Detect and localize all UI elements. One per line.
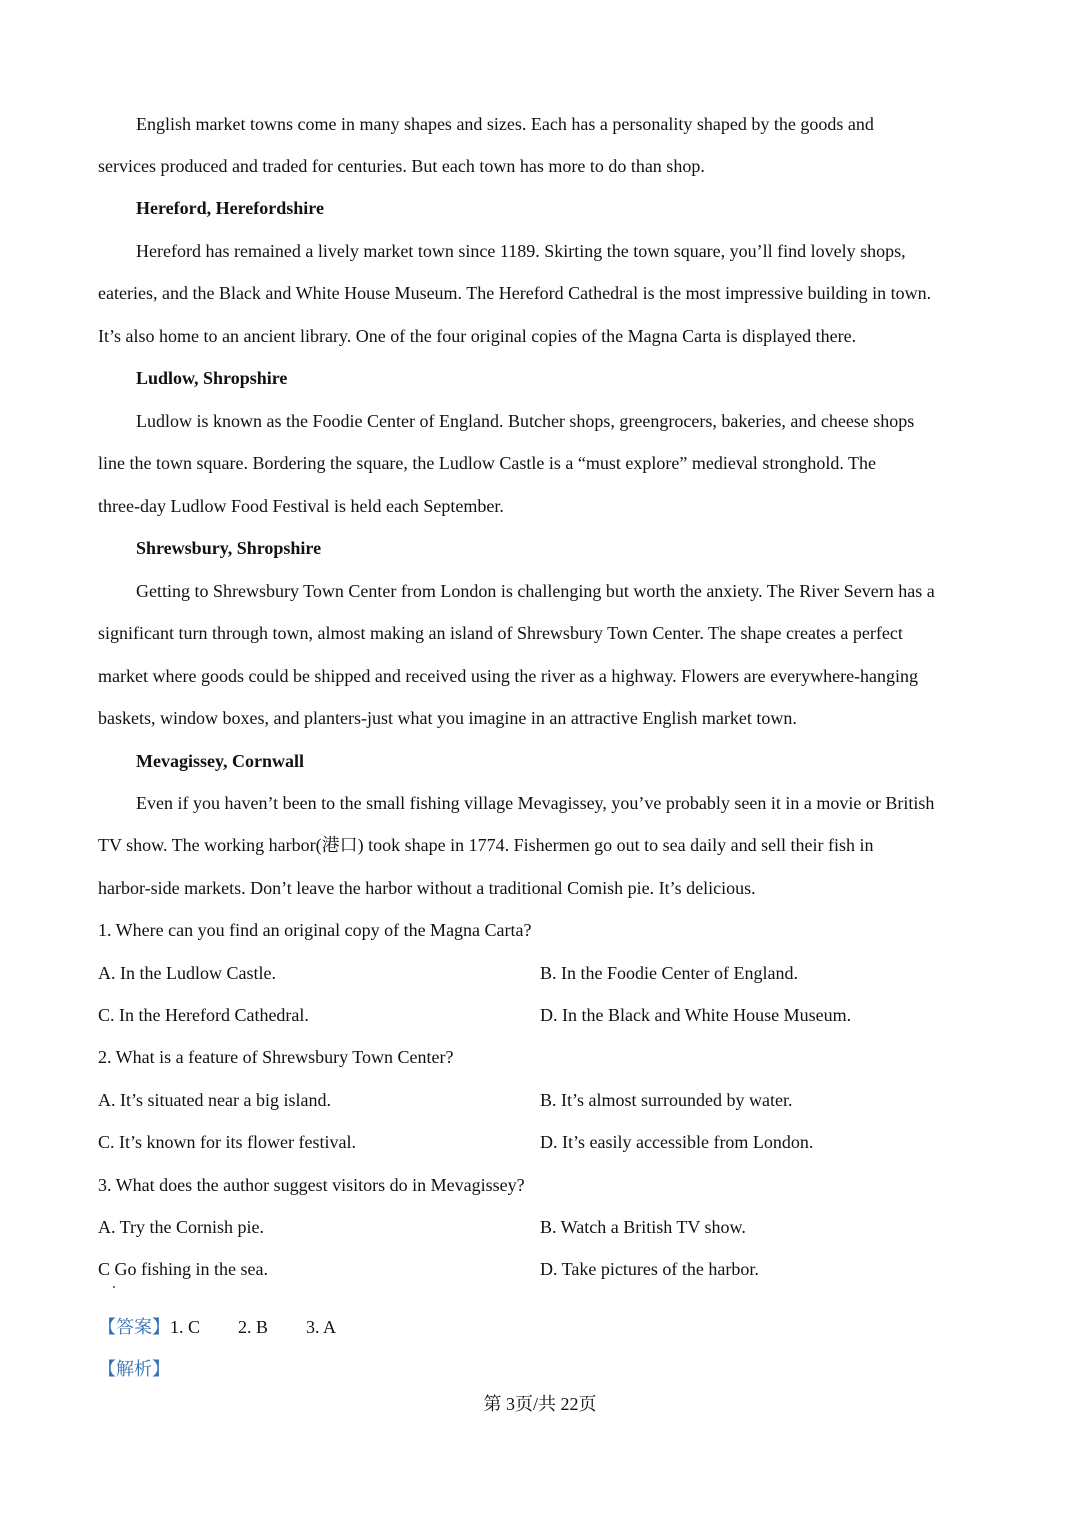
question-2-option-c: C. It’s known for its flower festival.	[98, 1132, 356, 1152]
section-heading-mevagissey: Mevagissey, Cornwall	[136, 751, 304, 771]
page-number: 第 3页/共 22页	[483, 1394, 597, 1414]
section-heading-hereford: Hereford, Herefordshire	[136, 198, 324, 218]
shrewsbury-line-2: significant turn through town, almost making an island of Shrewsbury Town Center. The shape creates a perfect	[98, 623, 903, 643]
question-3-stem: 3. What does the author suggest visitors do in Mevagissey?	[98, 1175, 525, 1195]
answer-line	[98, 1316, 336, 1338]
ludlow-line-3: three-day Ludlow Food Festival is held each September.	[98, 496, 504, 516]
hereford-line-2: eateries, and the Black and White House Museum. The Hereford Cathedral is the most impressive building in town.	[98, 283, 932, 303]
mevagissey-line-3: harbor-side markets. Don’t leave the harbor without a traditional Comish pie. It’s delicious.	[98, 878, 756, 898]
section-heading-ludlow: Ludlow, Shropshire	[136, 368, 288, 388]
shrewsbury-line-4: baskets, window boxes, and planters-just what you imagine in an attractive English market town.	[98, 708, 797, 728]
intro-line-1: English market towns come in many shapes and sizes. Each has a personality shaped by the goods and	[136, 114, 874, 134]
question-2-option-b: B. It’s almost surrounded by water.	[540, 1090, 793, 1110]
shrewsbury-line-1: Getting to Shrewsbury Town Center from London is challenging but worth the anxiety. The River Severn has a	[136, 581, 935, 601]
intro-line-2: services produced and traded for centuries. But each town has more to do than shop.	[98, 156, 705, 176]
mevagissey-line-1: Even if you haven’t been to the small fishing village Mevagissey, you’ve probably seen it in a movie or British	[136, 793, 935, 813]
section-heading-shrewsbury: Shrewsbury, Shropshire	[136, 538, 322, 558]
hereford-line-3: It’s also home to an ancient library. One of the four original copies of the Magna Carta is displayed there.	[98, 326, 857, 346]
ludlow-line-1: Ludlow is known as the Foodie Center of England. Butcher shops, greengrocers, bakeries, and cheese shops	[136, 411, 915, 431]
question-1-option-d: D. In the Black and White House Museum.	[540, 1005, 852, 1025]
question-1-option-b: B. In the Foodie Center of England.	[540, 963, 798, 983]
answer-value-2: 2. B	[238, 1317, 269, 1337]
question-1-option-c: C. In the Hereford Cathedral.	[98, 1005, 309, 1025]
mevagissey-line-2: TV show. The working harbor(港口) took shape in 1774. Fishermen go out to sea daily and sell their fish in	[98, 835, 874, 855]
question-3-option-d: D. Take pictures of the harbor.	[540, 1259, 759, 1279]
analysis-tag: 【解析】	[98, 1359, 170, 1379]
question-2-option-d: D. It’s easily accessible from London.	[540, 1132, 814, 1152]
answer-value-1: 1. C	[170, 1317, 201, 1337]
question-2-stem: 2. What is a feature of Shrewsbury Town Center?	[98, 1047, 454, 1067]
question-1-stem: 1. Where can you find an original copy of the Magna Carta?	[98, 920, 532, 940]
question-3-option-b: B. Watch a British TV show.	[540, 1217, 746, 1237]
answer-tag: 【答案】	[98, 1317, 170, 1337]
question-3-option-c: C Go fishing in the sea.	[98, 1259, 268, 1279]
stray-dot	[113, 1286, 115, 1288]
question-2-option-a: A. It’s situated near a big island.	[98, 1090, 331, 1110]
question-3-option-a: A. Try the Cornish pie.	[98, 1217, 265, 1237]
answer-value-3: 3. A	[306, 1317, 337, 1337]
question-1-option-a: A. In the Ludlow Castle.	[98, 963, 276, 983]
ludlow-line-2: line the town square. Bordering the square, the Ludlow Castle is a “must explore” medieval stronghold. The	[98, 453, 876, 473]
shrewsbury-line-3: market where goods could be shipped and received using the river as a highway. Flowers are everywhere-hanging	[98, 666, 919, 686]
hereford-line-1: Hereford has remained a lively market town since 1189. Skirting the town square, you’ll find lovely shops,	[136, 241, 906, 261]
